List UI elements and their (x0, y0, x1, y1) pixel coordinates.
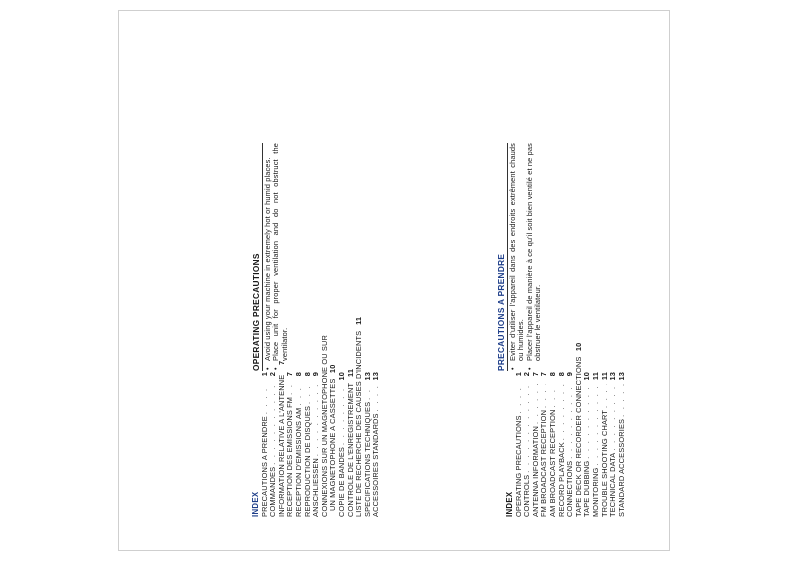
index-leader-dots (286, 384, 295, 395)
index-entry-label: FM BROADCAST RECEPTION (539, 409, 549, 517)
index-entry-label: TROUBLE SHOOTING CHART (599, 409, 609, 517)
index-entry-label: INFORMATION RELATIVE A L'ANTENNE (276, 374, 286, 517)
index-entry-label: OPERATING PRECAUTIONS (513, 415, 523, 517)
index-entry-label: CONTROLS (522, 474, 532, 517)
index-entry-label: LISTE DE RECHERCHE DES CAUSES D'INCIDENTS (354, 330, 364, 517)
index-entry-page: 10 (582, 372, 592, 381)
index-entry-page: 13 (616, 372, 626, 381)
english-precaution-1: • Avoid using your machine in extremely hot or humid places. (264, 143, 273, 371)
rotated-content (119, 11, 671, 552)
index-entry-label: ANTENNA INFORMATION (530, 426, 540, 517)
index-leader-dots (261, 384, 270, 414)
index-leader-dots (583, 384, 592, 459)
index-entry-page: 2 (268, 372, 278, 377)
index-entry-label: RECEPTION D'EMISSIONS AM (293, 407, 303, 517)
index-leader-dots (364, 384, 373, 400)
index-entry-page: 7 (276, 360, 286, 365)
index-entry-label: PRECAUTIONS A PRENDRE (259, 416, 269, 517)
index-entry-page: 13 (371, 372, 381, 381)
index-entry-page: 10 (328, 364, 338, 374)
index-entry-page: 7 (285, 372, 295, 377)
index-entry-page: 9 (311, 372, 321, 377)
manual-page (118, 10, 670, 551)
index-leader-dots (304, 384, 313, 404)
index-entry-page: 13 (608, 372, 618, 381)
index-entry-page: 8 (293, 372, 303, 377)
index-entry-page: 7 (530, 372, 540, 377)
index-entry-label: STANDARD ACCESSORIES (616, 418, 626, 517)
index-leader-dots (515, 384, 524, 413)
english-precaution-2: • Place unit for proper ventilation and do not obstruct the ventilator. (272, 143, 289, 371)
index-entry-page: 1 (513, 372, 523, 377)
french-index-title: INDEX (251, 491, 260, 517)
index-leader-dots (372, 384, 381, 411)
english-precautions (252, 143, 289, 371)
index-entry-page: 8 (302, 372, 312, 377)
french-index (251, 316, 381, 517)
index-entry-page: 2 (522, 372, 532, 377)
index-entry-page: 11 (590, 372, 600, 381)
index-entry-page: 11 (345, 368, 355, 377)
index-entry-page: 8 (556, 372, 566, 377)
index-entry-label: CONTROLE DE L'ENREGISTREMENT (345, 382, 355, 517)
french-precautions-title: PRECAUTIONS A PRENDRE (497, 143, 508, 371)
index-entry-page: 11 (599, 372, 609, 381)
index-entry-page: 7 (539, 372, 549, 377)
index-entry-label: ACCESSOIRES STANDARDS (371, 413, 381, 517)
index-leader-dots (601, 384, 610, 408)
index-entry-page: 10 (573, 342, 583, 352)
index-entry-page: 9 (565, 372, 575, 377)
index-entry-label: COMMANDES (268, 466, 278, 517)
index-entry-label: AM BROADCAST RECEPTION (547, 409, 557, 517)
index-entry-page: 13 (362, 372, 372, 381)
english-index (505, 342, 626, 517)
french-precautions (497, 143, 543, 371)
french-index-list (259, 316, 381, 517)
english-index-title: INDEX (505, 491, 514, 517)
index-entry-label: CONNEXIONS SUR UN MAGNETOPHONE OU SUR (319, 335, 329, 517)
french-precaution-2: • Placer l'appareil de manière à ce qu'il soit bien ventilé et ne pas obstruer le ventilateur. (526, 143, 543, 371)
index-entry-page: 8 (547, 372, 557, 377)
english-precautions-title: OPERATING PRECAUTIONS (252, 143, 263, 371)
index-entry (618, 372, 627, 517)
index-leader-dots (549, 384, 558, 408)
index-entry-page: 1 (259, 372, 269, 377)
index-entry-label: COPIE DE BANDES (336, 446, 346, 517)
index-entry-label: UN MAGNETOPHONE A CASSETTES (328, 378, 338, 511)
index-entry-label: RECORD PLAYBACK (556, 442, 566, 517)
index-entry-label: RECEPTION DES EMISSIONS FM (285, 396, 295, 517)
index-entry (372, 372, 381, 517)
index-entry-label: REPRODUCTION DE DISQUES (302, 405, 312, 517)
index-entry-label: CONNECTIONS (565, 460, 575, 517)
index-leader-dots (558, 384, 567, 440)
index-entry-page: 10 (336, 372, 346, 381)
index-entry-label: TAPE DUBBING (582, 460, 592, 517)
english-index-list (513, 342, 627, 517)
french-precaution-1: • Eviter d'utiliser l'appareil dans des endroits extrêment chauds ou humides. (509, 143, 526, 371)
index-entry-label: MONITORING (590, 467, 600, 517)
index-leader-dots (540, 384, 549, 408)
index-entry-label: TAPE DECK OR RECORDER CONNECTIONS (573, 356, 583, 517)
index-leader-dots (618, 384, 627, 417)
index-entry-label: SPECIFICATIONS TECHNIQUES (362, 401, 372, 517)
index-entry-page: 11 (354, 316, 364, 325)
index-entry-label: TECHNICAL DATA (608, 452, 618, 517)
index-entry-label: ANSCHLIESSEN (311, 458, 321, 517)
index-leader-dots (295, 384, 304, 406)
